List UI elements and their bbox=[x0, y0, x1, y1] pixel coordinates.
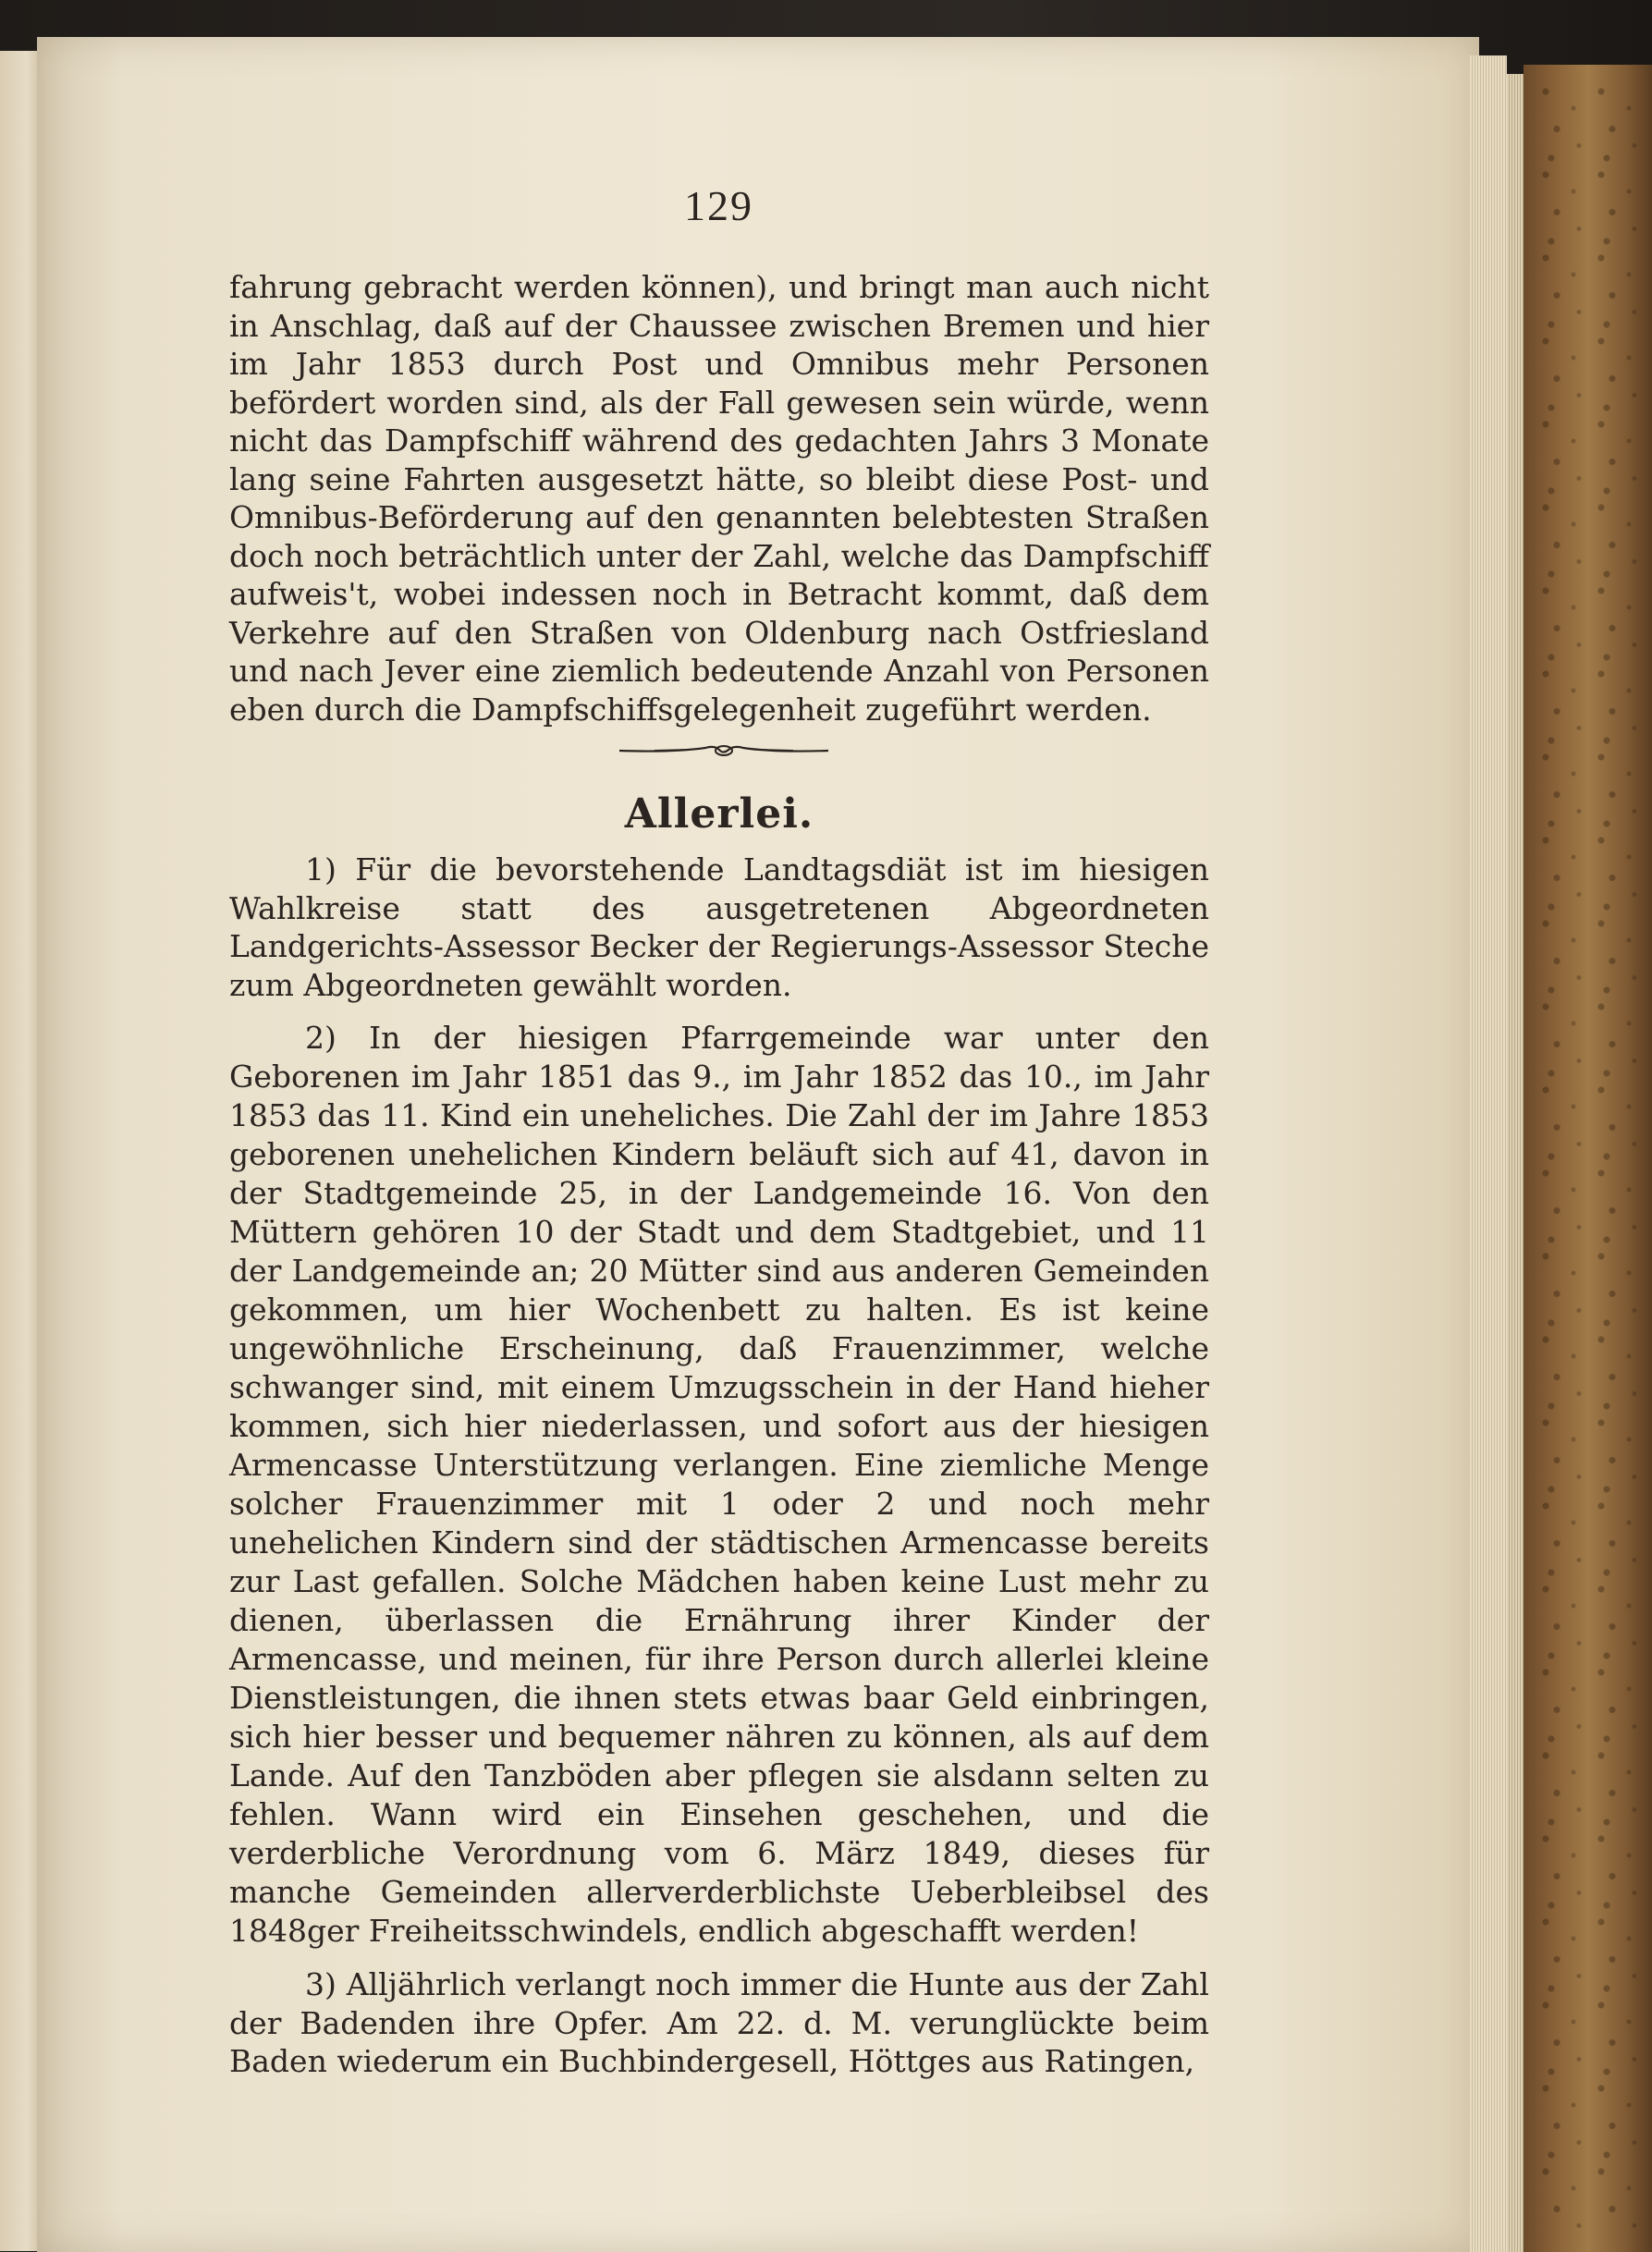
numbered-items bbox=[229, 851, 1209, 2096]
item-3: 3) Alljährlich verlangt noch immer die Hunte aus der Zahl der Badenden ihre Opfer. Am 22. d. M. verunglückte beim Baden wiederum ein Buchbindergesell, Höttges aus Ratingen, bbox=[229, 1966, 1209, 2079]
item-2: 2) In der hiesigen Pfarrgemeinde war unter den Geborenen im Jahr 1851 das 9., im Jahr 1852 das 10., im Jahr 1853 das 11. Kind ein uneheliches. Die Zahl der im Jahre 1853 geborenen unehelichen Kindern beläuft sich auf 41, davon in der Stadtgemeinde 25, in der Landgemeinde 16. Von den Müttern gehören 10 der Stadt und dem Stadtgebiet, und 11 der Landgemeinde an; 20 Mütter sind aus anderen Gemeinden gekommen, um hier Wochenbett zu halten. Es ist keine ungewöhnliche Erscheinung, daß Frauenzimmer, welche schwanger sind, mit einem Umzugsschein in der Hand hieher kommen, sich hier niederlassen, und sofort aus der hiesigen Armencasse Unterstützung verlangen. Eine ziemliche Menge solcher Frauenzimmer mit 1 oder 2 und noch mehr unehelichen Kindern sind der städtischen Armencasse bereits zur Last gefallen. Solche Mädchen haben keine Lust mehr zu dienen, überlassen die Ernährung ihrer Kinder der Armencasse, und meinen, für ihre Person durch allerlei kleine Dienstleistungen, die ihnen stets etwas baar Geld einbringen, sich hier besser und bequemer nähren zu können, als auf dem Lande. Auf den Tanzböden aber pflegen sie alsdann selten zu fehlen. Wann wird ein Einsehen geschehen, und die verderbliche Verordnung vom 6. März 1849, dieses für manche Gemeinden allerverderblichste Ueberbleibsel des 1848ger Freiheitsschwindels, endlich abgeschafft werden! bbox=[229, 1020, 1209, 1949]
section-heading: Allerlei. bbox=[624, 790, 814, 838]
item-1: 1) Für die bevorstehende Landtagsdiät ist im hiesigen Wahlkreise statt des ausgetretenen Abgeordneten Landgerichts-Assessor Becker der Regierungs-Assessor Steche zum Abgeordneten gewählt worden. bbox=[229, 851, 1209, 1003]
page-stack-edges bbox=[1470, 55, 1507, 2252]
page-number: 129 bbox=[684, 182, 753, 229]
ornamental-divider-icon bbox=[618, 740, 830, 762]
cover-marbling bbox=[1535, 83, 1636, 2228]
page-stack-edges-outer bbox=[1507, 74, 1524, 2252]
continuation-paragraph: fahrung gebracht werden können), und bringt man auch nicht in Anschlag, daß auf der Chaussee zwischen Bremen und hier im Jahr 1853 durch Post und Omnibus mehr Personen befördert worden sind, als der Fall gewesen sein würde, wenn nicht das Dampfschiff während des gedachten Jahrs 3 Monate lang seine Fahrten ausgesetzt hätte, so bleibt diese Post- und Omnibus-Beförderung auf den genannten belebtesten Straßen doch noch beträchtlich unter der Zahl, welche das Dampfschiff aufweis't, wobei indessen noch in Betracht kommt, daß dem Verkehre auf den Straßen von Oldenburg nach Ostfriesland und nach Jever eine ziemlich bedeutende Anzahl von Personen eben durch die Dampfschiffsgelegenheit zugeführt werden. bbox=[229, 269, 1209, 728]
